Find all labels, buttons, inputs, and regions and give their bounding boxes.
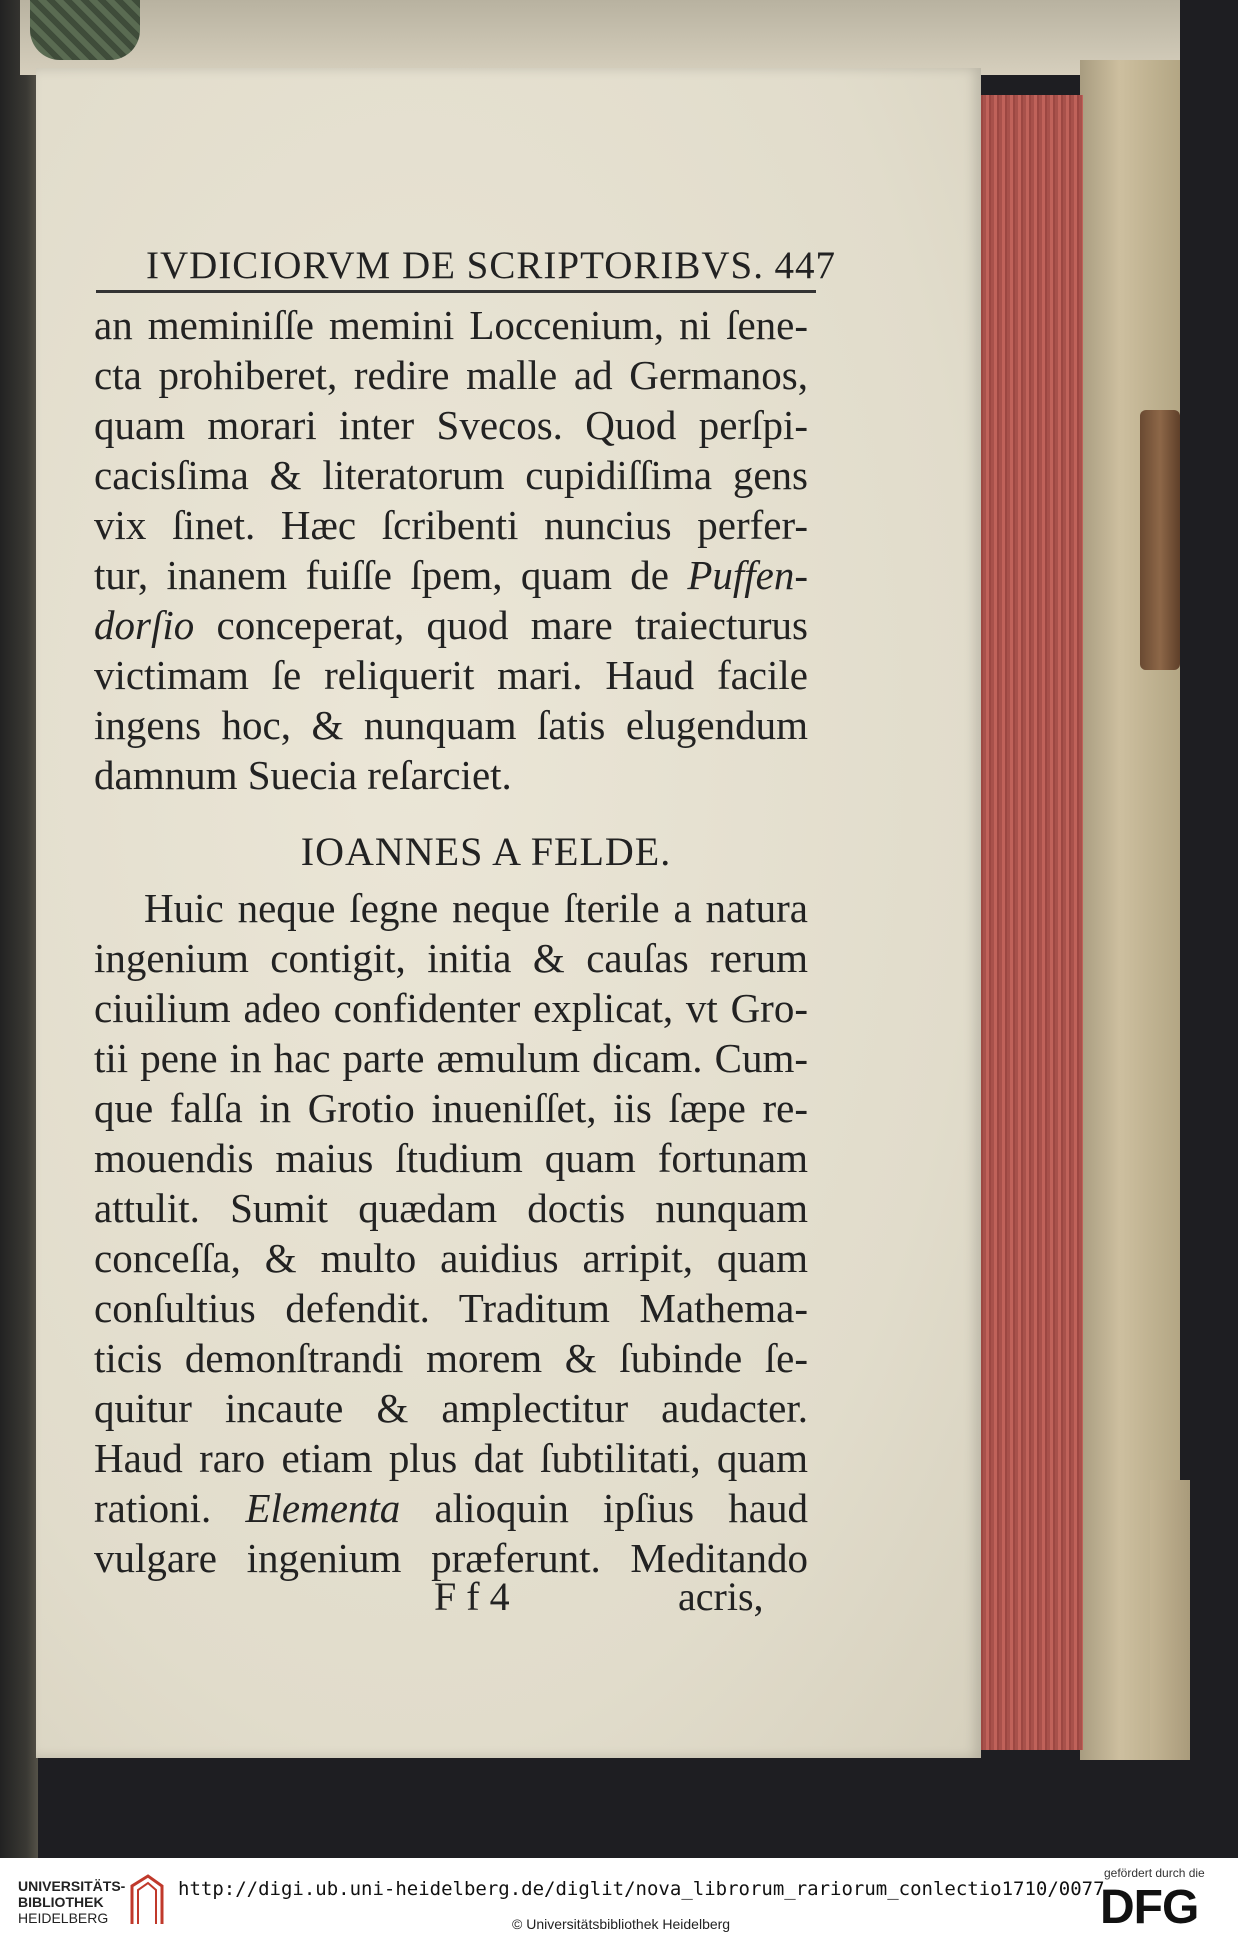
text-line: attulit. Sumit quædam doctis nunquam <box>94 1185 808 1231</box>
text-line: ingenium contigit, initia & cauſas rerum <box>94 935 808 981</box>
text-line: vix ſinet. Hæc ſcribenti nuncius perfer- <box>94 502 808 548</box>
red-page-edges <box>975 95 1083 1750</box>
text-line: mouendis maius ſtudium quam fortunam <box>94 1135 808 1181</box>
permalink-url[interactable]: http://digi.ub.uni-heidelberg.de/diglit/nova_librorum_rariorum_conlectio1710/0077 <box>178 1878 1105 1900</box>
library-name-line3: HEIDELBERG <box>18 1910 109 1926</box>
text-line-part: conceperat, quod mare traiecturus <box>194 602 808 648</box>
cover-flap <box>1150 1480 1190 1760</box>
viewer-footer <box>0 1858 1238 1947</box>
book-cover-top <box>20 0 1180 75</box>
text-line: victimam ſe reliquerit mari. Haud facile <box>94 652 808 698</box>
text-line: Huic neque ſegne neque ſterile a natura <box>144 885 808 931</box>
book-page <box>36 68 981 1758</box>
catchword: acris, <box>678 1574 764 1619</box>
running-header <box>146 243 836 288</box>
book-cover-left <box>0 0 38 1858</box>
page-number: 447 <box>774 244 836 287</box>
university-logo-icon <box>128 1872 166 1928</box>
text-line <box>94 1483 808 1533</box>
text-line: conſultius defendit. Traditum Mathema- <box>94 1285 808 1331</box>
text-line: conceſſa, & multo auidius arripit, quam <box>94 1235 808 1281</box>
section-heading: IOANNES A FELDE. <box>300 829 672 874</box>
text-line-part: rationi. <box>94 1485 246 1531</box>
text-line-part: tur, inanem fuiſſe ſpem, quam de <box>94 552 688 598</box>
text-line: Haud raro etiam plus dat ſubtilitati, quam <box>94 1435 808 1481</box>
text-line: ciuilium adeo confidenter explicat, vt Gro- <box>94 985 808 1031</box>
text-line-part: alioquin ipſius haud <box>400 1485 808 1531</box>
running-title: IVDICIORVM DE SCRIPTORIBVS. <box>146 244 764 287</box>
library-name-line2: BIBLIOTHEK <box>18 1894 104 1910</box>
text-line: damnum Suecia reſarciet. <box>94 752 512 798</box>
library-name <box>18 1878 125 1926</box>
italic-name: Elementa <box>245 1485 401 1531</box>
text-line: cacisſima & literatorum cupidiſſima gens <box>94 452 808 498</box>
leather-tab <box>1140 410 1180 670</box>
italic-name: dorſio <box>94 602 195 648</box>
library-name-line1: UNIVERSITÄTS- <box>18 1878 126 1894</box>
text-line <box>94 550 808 600</box>
signature-mark: F f 4 <box>434 1574 510 1619</box>
text-line: ticis demonſtrandi morem & ſubinde ſe- <box>94 1335 808 1381</box>
text-line: tii pene in hac parte æmulum dicam. Cum- <box>94 1035 808 1081</box>
dfg-logo: DFG <box>1100 1881 1199 1934</box>
text-line: cta prohiberet, redire malle ad Germanos, <box>94 352 808 398</box>
text-line: an meminiſſe memini Loccenium, ni ſene- <box>94 302 808 348</box>
text-line: quitur incaute & amplectitur audacter. <box>94 1385 808 1431</box>
text-line <box>94 600 808 650</box>
text-line: que falſa in Grotio inueniſſet, iis ſæpe re- <box>94 1085 808 1131</box>
text-line: vulgare ingenium præferunt. Meditando <box>94 1535 808 1581</box>
text-line: ingens hoc, & nunquam ſatis elugendum <box>94 702 808 748</box>
funding-note: gefördert durch die <box>1104 1866 1205 1880</box>
italic-name: Puffen- <box>687 552 808 598</box>
bookmark-ribbon <box>30 0 140 60</box>
copyright-text: © Universitätsbibliothek Heidelberg <box>512 1916 731 1932</box>
text-line: quam morari inter Svecos. Quod perſpi- <box>94 402 808 448</box>
header-rule <box>96 290 816 293</box>
